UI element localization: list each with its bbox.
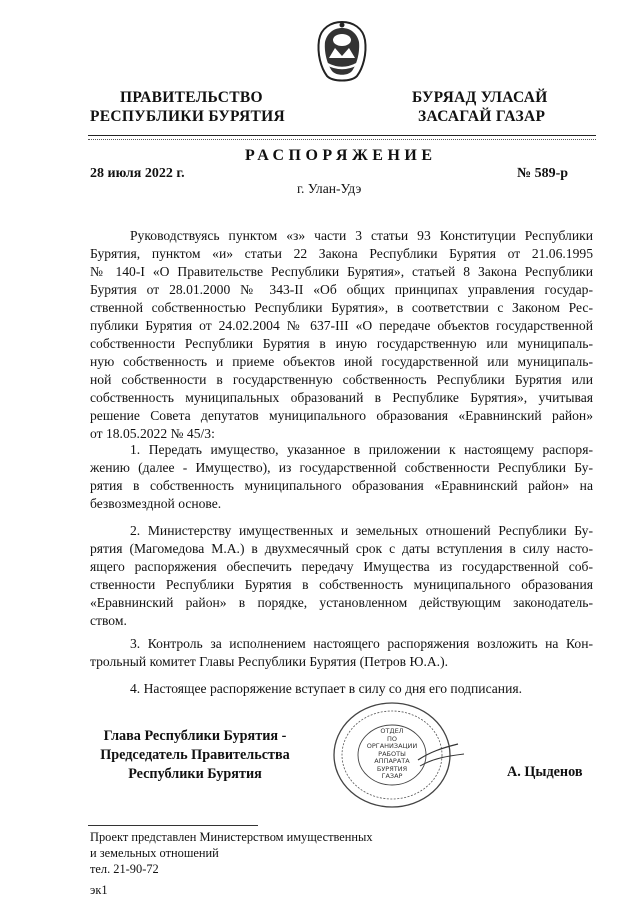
header-divider (88, 135, 596, 136)
footer-divider (88, 825, 258, 826)
text-line: ством. (90, 613, 127, 628)
text-line: собственности Республики Бурятия в иную государственную или муниципаль- (90, 336, 593, 351)
text-line: «Еравнинский район» в порядке, установленном действующим законодатель- (90, 595, 593, 610)
text-line: 1. Передать имущество, указанное в приложении к настоящему распоря- (130, 442, 593, 457)
header-left-line2: РЕСПУБЛИКИ БУРЯТИЯ (90, 108, 286, 125)
stamp-text (366, 728, 418, 781)
signatory-title-line: Республики Бурятия (128, 766, 262, 782)
header-right-line2: ЗАСАГАЙ ГАЗАР (418, 108, 546, 125)
text-line: ственной собственностью Республики Бурятия», в соответствии с Законом Рес- (90, 300, 593, 315)
footer-note (90, 829, 373, 877)
document-date: 28 июля 2022 г. (90, 166, 185, 181)
document-number: № 589-р (517, 166, 569, 181)
text-line: безвозмездной основе. (90, 496, 222, 511)
text-line: № 140-I «О Правительстве Республики Бурятия», статьей 8 Закона Республики (90, 264, 593, 279)
text-line: 4. Настоящее распоряжение вступает в силу со дня его подписания. (130, 681, 523, 696)
text-line: рятия (Магомедова М.А.) в двухмесячный срок с даты вступления в силу насто- (90, 541, 593, 556)
paragraph-item-3 (90, 635, 593, 671)
signatory-title-line: Председатель Правительства (100, 747, 290, 763)
stamp-line: ОТДЕЛ (380, 727, 404, 735)
stamp-line: АППАРАТА (374, 757, 410, 765)
document-city: г. Улан-Удэ (297, 181, 362, 196)
header-divider-dotted (88, 139, 596, 140)
text-line: трольный комитет Главы Республики Бурятия (Петров Ю.А.). (90, 654, 449, 669)
footer-line: и земельных отношений (90, 846, 219, 860)
stamp-line: ГАЗАР (381, 772, 403, 780)
text-line: жению (далее - Имущество), из государственной собственности Республики Бу- (90, 460, 593, 475)
stamp-line: ПО ОРГАНИЗАЦИИ (366, 734, 418, 750)
text-line: ственности Республики Бурятия в собственность муниципального образования (90, 577, 593, 592)
stamp-line: РАБОТЫ (378, 749, 406, 758)
footer-code: эк1 (90, 883, 108, 897)
text-line: Руководствуясь пунктом «з» части 3 статьи 93 Конституции Республики (130, 228, 593, 243)
signatory-title-line: Глава Республики Бурятия - (103, 728, 287, 744)
coat-of-arms-icon (313, 20, 371, 86)
signatory-title (95, 727, 295, 784)
footer-line: тел. 21-90-72 (90, 862, 159, 876)
text-line: ящего распоряжения обеспечить передачу Имущества из государственной соб- (90, 559, 593, 574)
text-line: ную собственность и приеме объектов иной государственной или муниципаль- (90, 354, 593, 369)
text-line: Бурятия от 28.01.2000 № 343-II «Об общих принципах управления государ- (90, 282, 593, 297)
text-line: от 18.05.2022 № 45/3: (90, 426, 215, 441)
paragraph-item-2 (90, 522, 593, 630)
paragraph-preamble (90, 227, 593, 443)
paragraph-item-4 (90, 680, 593, 698)
paragraph-item-1 (90, 441, 593, 513)
text-line: собственность муниципальных образований в Республике Бурятия», учитывая (90, 390, 593, 405)
text-line: публики Бурятия от 24.02.2004 № 637-III «О передаче объектов государственной (90, 318, 593, 333)
stamp-line: БУРЯТИЯ (376, 764, 408, 773)
text-line: решение Совета депутатов муниципального образования «Еравнинский район» (90, 408, 593, 423)
text-line: Бурятия, пунктом «и» статьи 22 Закона Республики Бурятия от 21.06.1995 (90, 246, 593, 261)
document-type: РАСПОРЯЖЕНИЕ (245, 147, 437, 164)
text-line: 3. Контроль за исполнением настоящего распоряжения возложить на Кон- (130, 636, 593, 651)
footer-line: Проект представлен Министерством имущественных (90, 830, 373, 844)
text-line: рятия в собственность муниципального образования «Еравнинский район» на (90, 478, 593, 493)
text-line: 2. Министерству имущественных и земельных отношений Республики Бу- (130, 523, 593, 538)
text-line: ной собственности в государственную собственность Республики Бурятия или (90, 372, 593, 387)
official-stamp (330, 700, 470, 810)
header-left-line1: ПРАВИТЕЛЬСТВО (120, 89, 263, 106)
header-right-line1: БУРЯАД УЛАСАЙ (412, 89, 548, 106)
signatory-name: А. Цыденов (507, 764, 583, 780)
